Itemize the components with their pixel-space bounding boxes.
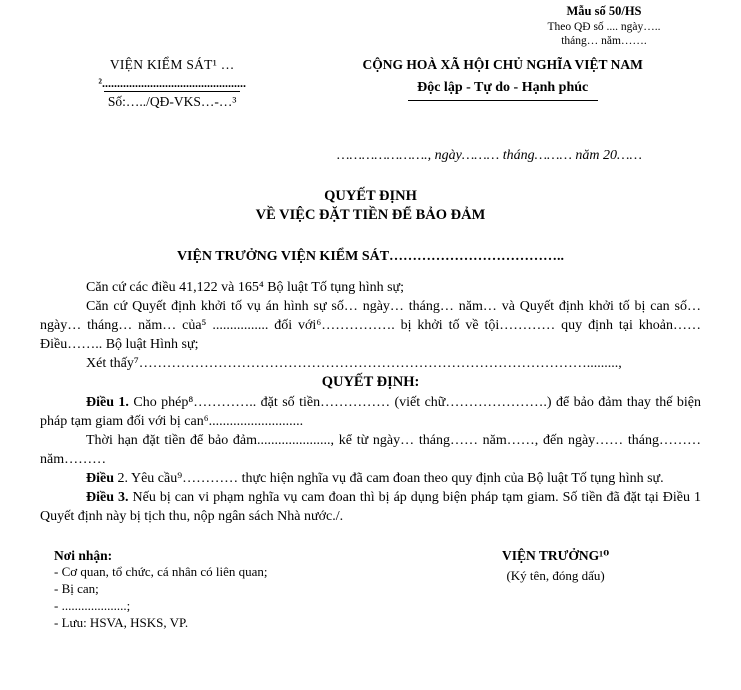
article-3-label: Điều 3. bbox=[86, 489, 129, 505]
article-1 bbox=[40, 393, 701, 431]
article-2-label: Điều bbox=[86, 470, 114, 486]
article-3 bbox=[40, 488, 701, 526]
recipient-item: - ....................; bbox=[54, 598, 131, 614]
recital-case-basis: Căn cứ Quyết định khởi tố vụ án hình sự số… ngày… tháng… năm… và Quyết định khởi tố bị can số… ngày… tháng… năm… của⁵ ................ đối với⁶……………. bị khởi tố về tội………… quy định tại khoản…… Điều…….. Bộ luật Hình sự; bbox=[40, 298, 701, 352]
recipient-item: - Bị can; bbox=[54, 581, 99, 597]
recital-consideration: Xét thấy⁷……………………………………………………………………………………........., bbox=[86, 355, 622, 371]
article-2-text: 2. Yêu cầu⁹………… thực hiện nghĩa vụ đã cam đoan theo quy định của Bộ luật Tố tụng hình sự. bbox=[114, 470, 664, 486]
article-1-text: Cho phép⁸………….. đặt số tiền…………… (viết chữ………………….) để bảo đảm thay thế biện pháp tạm giam đối với bị can⁶........................... bbox=[40, 394, 701, 429]
recital-legal-basis: Căn cứ các điều 41,122 và 165⁴ Bộ luật Tố tụng hình sự; bbox=[86, 279, 405, 295]
national-motto-block bbox=[304, 56, 701, 112]
recipient-item: - Cơ quan, tổ chức, cá nhân có liên quan; bbox=[54, 564, 268, 580]
recipients-title: Nơi nhận: bbox=[54, 547, 113, 563]
document-title bbox=[40, 187, 701, 225]
issuing-agency-block bbox=[40, 56, 304, 112]
article-2 bbox=[40, 469, 701, 488]
document-footer bbox=[40, 547, 701, 632]
form-number-block bbox=[499, 4, 709, 48]
recipients-block bbox=[40, 547, 410, 632]
document-title-line1: QUYẾT ĐỊNH bbox=[324, 187, 417, 204]
national-motto: Độc lập - Tự do - Hạnh phúc bbox=[417, 79, 589, 95]
decision-heading: QUYẾT ĐỊNH: bbox=[321, 373, 420, 390]
document-body bbox=[40, 278, 701, 526]
national-title: CỘNG HOÀ XÃ HỘI CHỦ NGHĨA VIỆT NAM bbox=[362, 57, 643, 73]
document-title-line2: VỀ VIỆC ĐẶT TIỀN ĐỂ BẢO ĐẢM bbox=[255, 206, 486, 223]
article-1-duration: Thời hạn đặt tiền để bảo đảm....................., kể từ ngày… tháng…… năm……, đến ngày…… tháng……… năm……… bbox=[40, 432, 701, 467]
authority-line: VIỆN TRƯỞNG VIỆN KIỂM SÁT……………………………….. bbox=[176, 248, 565, 264]
issuing-agency-name: VIỆN KIỂM SÁT¹ … bbox=[109, 57, 235, 73]
article-1-label: Điều 1. bbox=[86, 394, 129, 410]
issuing-agency-fill-line: ²................................................ bbox=[98, 75, 246, 90]
motto-rule bbox=[408, 100, 598, 101]
document-number: Số:…../QĐ-VKS…-…³ bbox=[104, 91, 241, 111]
form-decision-ref-line1: Theo QĐ số .... ngày….. bbox=[547, 20, 661, 33]
place-date-line: …………………., ngày……… tháng……… năm 20…… bbox=[337, 147, 642, 163]
signature-block bbox=[410, 547, 701, 632]
form-decision-ref-line2: tháng… năm……. bbox=[561, 35, 647, 47]
signature-instruction: (Ký tên, đóng dấu) bbox=[506, 568, 605, 584]
recipient-item: - Lưu: HSVA, HSKS, VP. bbox=[54, 615, 189, 631]
article-3-text: Nếu bị can vi phạm nghĩa vụ cam đoan thì bị áp dụng biện pháp tạm giam. Số tiền đã đặt tại Điều 1 Quyết định này bị tịch thu, nộp ngân sách Nhà nước./. bbox=[40, 489, 702, 524]
form-number: Mẫu số 50/HS bbox=[566, 4, 642, 18]
document-header bbox=[40, 56, 701, 112]
signer-title: VIỆN TRƯỞNG¹⁰ bbox=[502, 547, 610, 563]
document-number-wrap bbox=[40, 90, 304, 112]
